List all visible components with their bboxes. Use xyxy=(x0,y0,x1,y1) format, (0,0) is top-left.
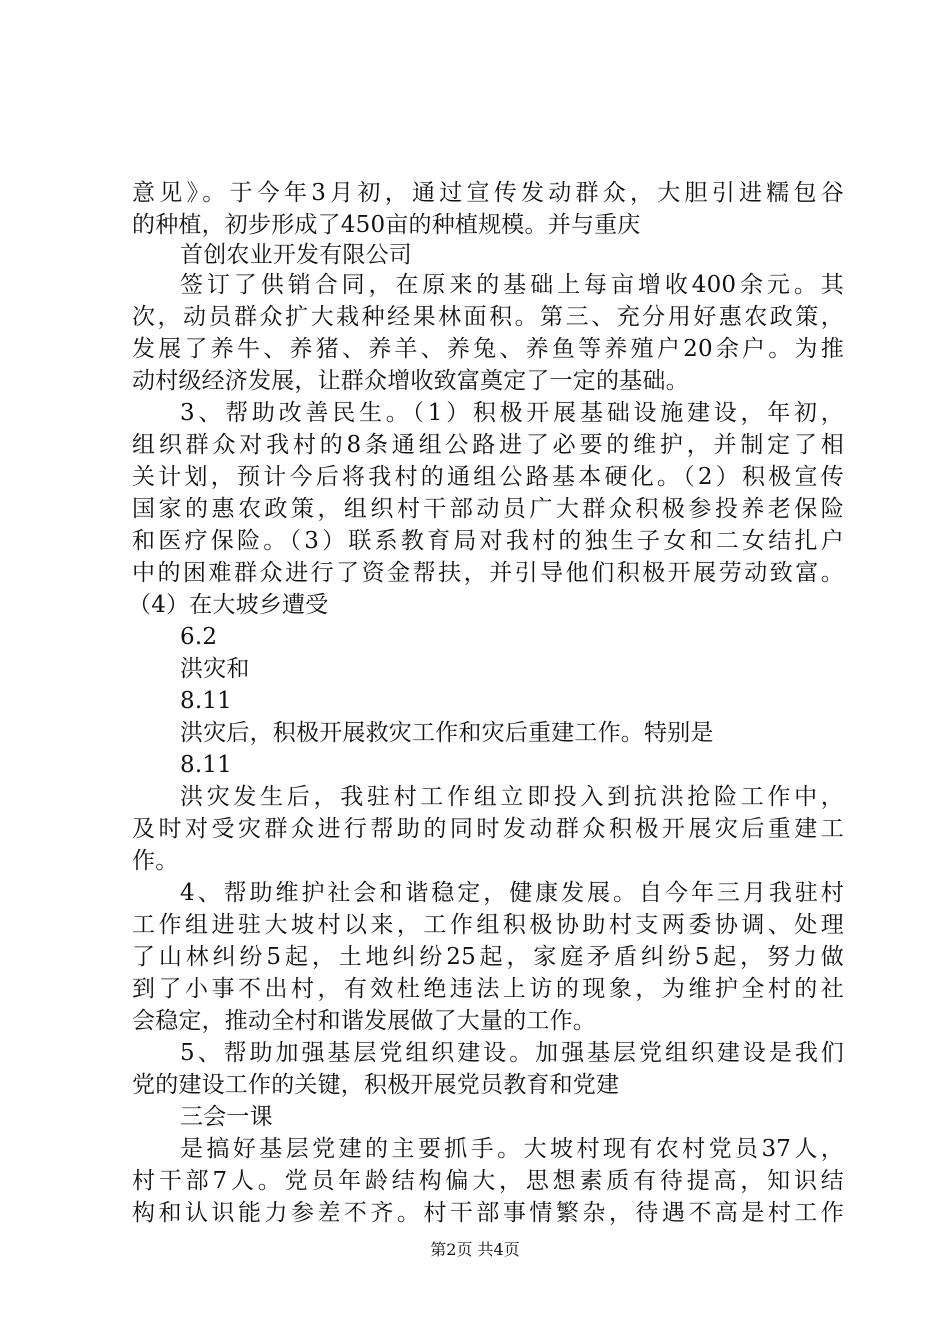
text-line: 三会一课 xyxy=(180,1104,273,1130)
text-line: 党的建设工作的关键，积极开展党员教育和党建 xyxy=(132,1072,620,1098)
text-line: 工作组进驻大坡村以来，工作组积极协助村支两委协调、处理 xyxy=(132,912,844,938)
text-line: 村干部7人。党员年龄结构偏大，思想素质有待提高，知识结 xyxy=(132,1168,844,1194)
text-line: 会稳定，推动全村和谐发展做了大量的工作。 xyxy=(132,1008,596,1034)
text-line: 签订了供销合同，在原来的基础上每亩增收400余元。其 xyxy=(180,272,844,298)
text-line: 4、帮助维护社会和谐稳定，健康发展。自今年三月我驻村 xyxy=(180,880,844,906)
text-line: 国家的惠农政策，组织村干部动员广大群众积极参投养老保险 xyxy=(132,496,844,522)
page-footer: 第2页 共4页 xyxy=(430,1240,520,1259)
text-line: 中的困难群众进行了资金帮扶，并引导他们积极开展劳动致富。 xyxy=(132,560,844,586)
text-line: 3、帮助改善民生。（1）积极开展基础设施建设，年初， xyxy=(180,400,844,426)
text-line: （4）在大坡乡遭受 xyxy=(128,592,329,618)
text-line: 和医疗保险。（3）联系教育局对我村的独生子女和二女结扎户 xyxy=(132,528,844,554)
text-line: 了山林纠纷5起，土地纠纷25起，家庭矛盾纠纷5起，努力做 xyxy=(132,944,844,970)
text-line: 及时对受灾群众进行帮助的同时发动群众积极开展灾后重建工 xyxy=(132,816,844,842)
text-line: 8.11 xyxy=(180,688,233,714)
text-line: 8.11 xyxy=(180,752,233,778)
text-line: 关计划，预计今后将我村的通组公路基本硬化。（2）积极宣传 xyxy=(132,464,844,490)
text-line: 意见》。于今年3月初，通过宣传发动群众，大胆引进糯包谷 xyxy=(132,180,844,206)
text-line: 洪灾后，积极开展救灾工作和灾后重建工作。特别是 xyxy=(180,720,714,746)
text-line: 发展了养牛、养猪、养羊、养兔、养鱼等养殖户20余户。为推 xyxy=(132,336,844,362)
text-line: 次，动员群众扩大栽种经果林面积。第三、充分用好惠农政策， xyxy=(132,304,844,330)
text-line: 洪灾发生后，我驻村工作组立即投入到抗洪抢险工作中， xyxy=(180,784,844,810)
text-line: 到了小事不出村，有效杜绝违法上访的现象，为维护全村的社 xyxy=(132,976,844,1002)
text-line: 是搞好基层党建的主要抓手。大坡村现有农村党员37人， xyxy=(180,1136,844,1162)
text-line: 5、帮助加强基层党组织建设。加强基层党组织建设是我们 xyxy=(180,1040,844,1066)
text-line: 洪灾和 xyxy=(180,656,250,682)
text-line: 组织群众对我村的8条通组公路进了必要的维护，并制定了相 xyxy=(132,432,844,458)
text-line: 动村级经济发展，让群众增收致富奠定了一定的基础。 xyxy=(132,368,689,394)
text-line: 构和认识能力参差不齐。村干部事情繁杂，待遇不高是村工作 xyxy=(132,1200,844,1226)
text-line: 6.2 xyxy=(180,624,218,650)
text-line: 的种植，初步形成了450亩的种植规模。并与重庆 xyxy=(132,212,641,238)
text-line: 作。 xyxy=(132,848,179,874)
text-line: 首创农业开发有限公司 xyxy=(180,242,412,268)
